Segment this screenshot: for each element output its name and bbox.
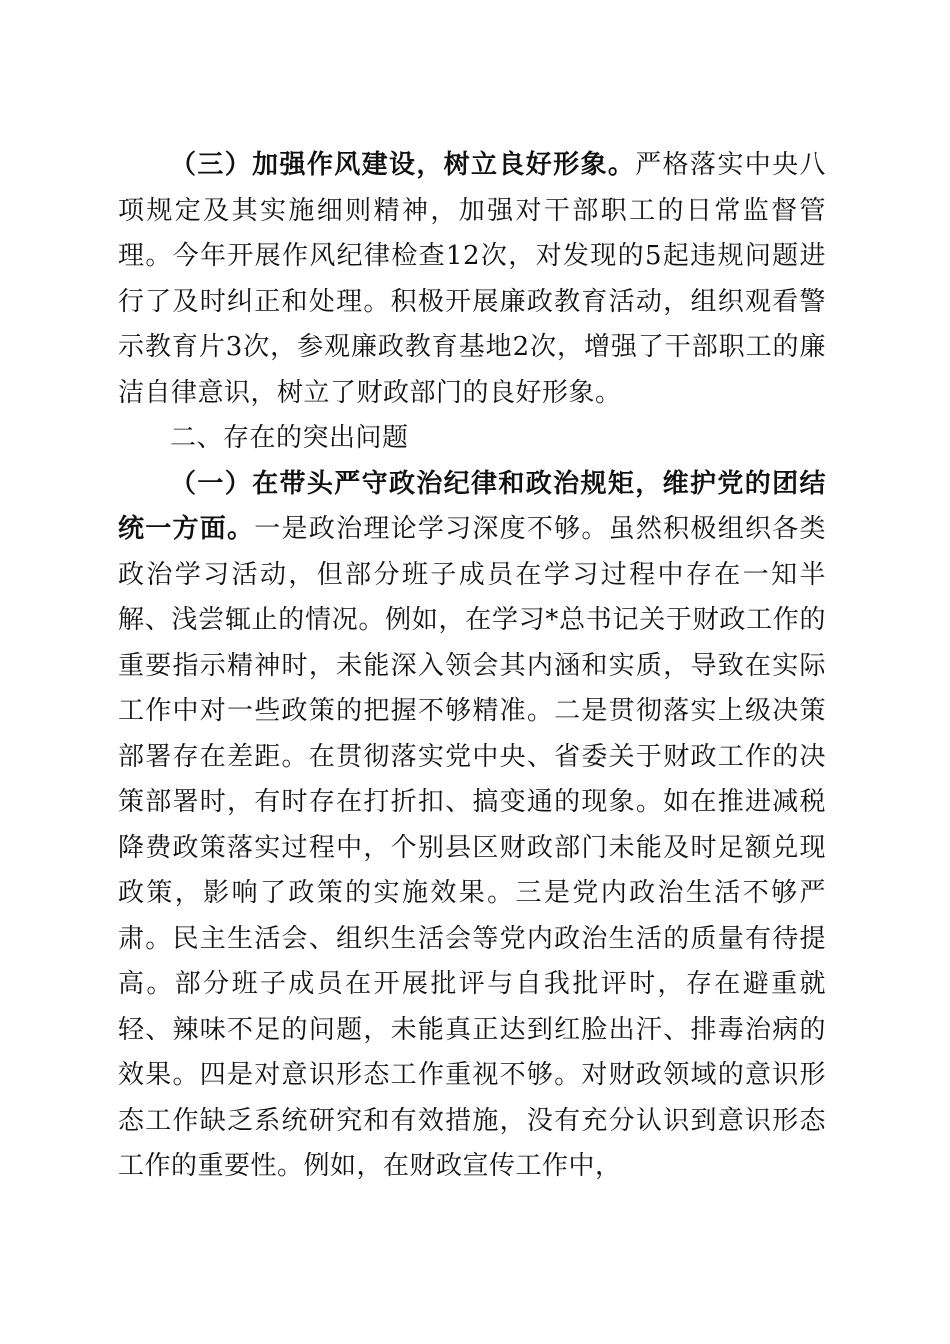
document-body [118, 143, 826, 1190]
paragraph-text: 一是政治理论学习深度不够。虽然积极组织各类政治学习活动，但部分班子成员在学习过程中存在一知半解、浅尝辄止的情况。例如，在学习*总书记关于财政工作的重要指示精神时，未能深入领会其内涵和实质，导致在实际工作中对一些政策的把握不够精准。二是贯彻落实上级决策部署存在差距。在贯彻落实党中央、省委关于财政工作的决策部署时，有时存在打折扣、搞变通的现象。如在推进减税降费政策落实过程中，个别县区财政部门未能及时足额兑现政策，影响了政策的实施效果。三是党内政治生活不够严肃。民主生活会、组织生活会等党内政治生活的质量有待提高。部分班子成员在开展批评与自我批评时，存在避重就轻、辣味不足的问题，未能真正达到红脸出汗、排毒治病的效果。四是对意识形态工作重视不够。对财政领域的意识形态工作缺乏系统研究和有效措施，没有充分认识到意识形态工作的重要性。例如，在财政宣传工作中， [118, 514, 826, 1181]
paragraph-heading: （一）在带头严守政治纪律和政治规矩，维护党的团结统一方面。 [118, 468, 826, 544]
paragraph-political-discipline [118, 462, 826, 1190]
paragraph-heading: （三）加强作风建设，树立良好形象。 [170, 150, 636, 180]
paragraph-text: 严格落实中央八项规定及其实施细则精神，加强对干部职工的日常监督管理。今年开展作风纪律检查12次，对发现的5起违规问题进行了及时纠正和处理。积极开展廉政教育活动，组织观看警示教育片3次，参观廉政教育基地2次，增强了干部职工的廉洁自律意识，树立了财政部门的良好形象。 [118, 150, 826, 408]
section-heading-problems: 二、存在的突出问题 [170, 423, 409, 453]
paragraph-strengthen-work-style [118, 143, 826, 416]
